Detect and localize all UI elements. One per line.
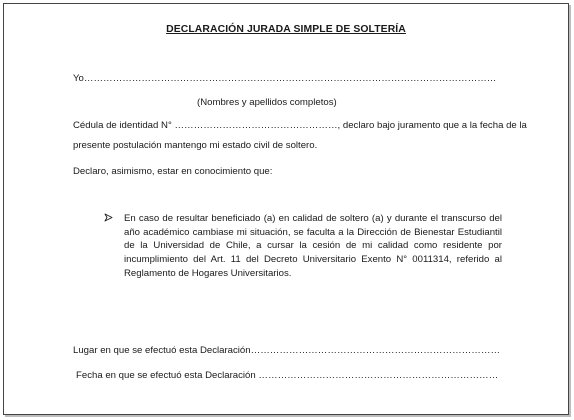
cedula-row-2: presente postulación mantengo mi estado civil de soltero. <box>73 140 318 151</box>
bullet-paragraph <box>124 212 502 280</box>
bullet-row-3: de la Universidad de Chile, a cursar la cesión de mi calidad como residente por <box>124 240 502 252</box>
document-page <box>3 3 569 415</box>
declaro-line: Declaro, asimismo, estar en conocimiento que: <box>73 166 273 177</box>
cedula-paragraph <box>73 116 527 156</box>
bullet-row-5: Reglamento de Hogares Universitarios. <box>124 267 292 279</box>
document-title: DECLARACIÓN JURADA SIMPLE DE SOLTERÍA <box>166 24 406 35</box>
fecha-line: Fecha en que se efectuó esta Declaración ………………………………………………………………… <box>76 370 499 381</box>
bullet-row-2: año académico cambiase mi situación, se faculta a la Dirección de Bienestar Estudiantil <box>124 226 502 238</box>
lugar-line: Lugar en que se efectuó esta Declaración…………………………………………………………………… <box>73 345 501 356</box>
bullet-row-1: En caso de resultar beneficiado (a) en calidad de soltero (a) y durante el transcurso del <box>124 213 502 224</box>
cedula-row-1: Cédula de identidad N° ……………………………………………, declaro bajo juramento que a la fecha de la <box>73 120 527 131</box>
bullet-row-4: incumplimiento del Art. 11 del Decreto Universitario Exento N° 0011314, referido al <box>124 254 502 266</box>
name-line: Yo………………………………………………………………………………………………………………… <box>73 73 497 84</box>
name-hint: (Nombres y apellidos completos) <box>197 97 337 108</box>
arrow-bullet-icon <box>104 213 113 225</box>
